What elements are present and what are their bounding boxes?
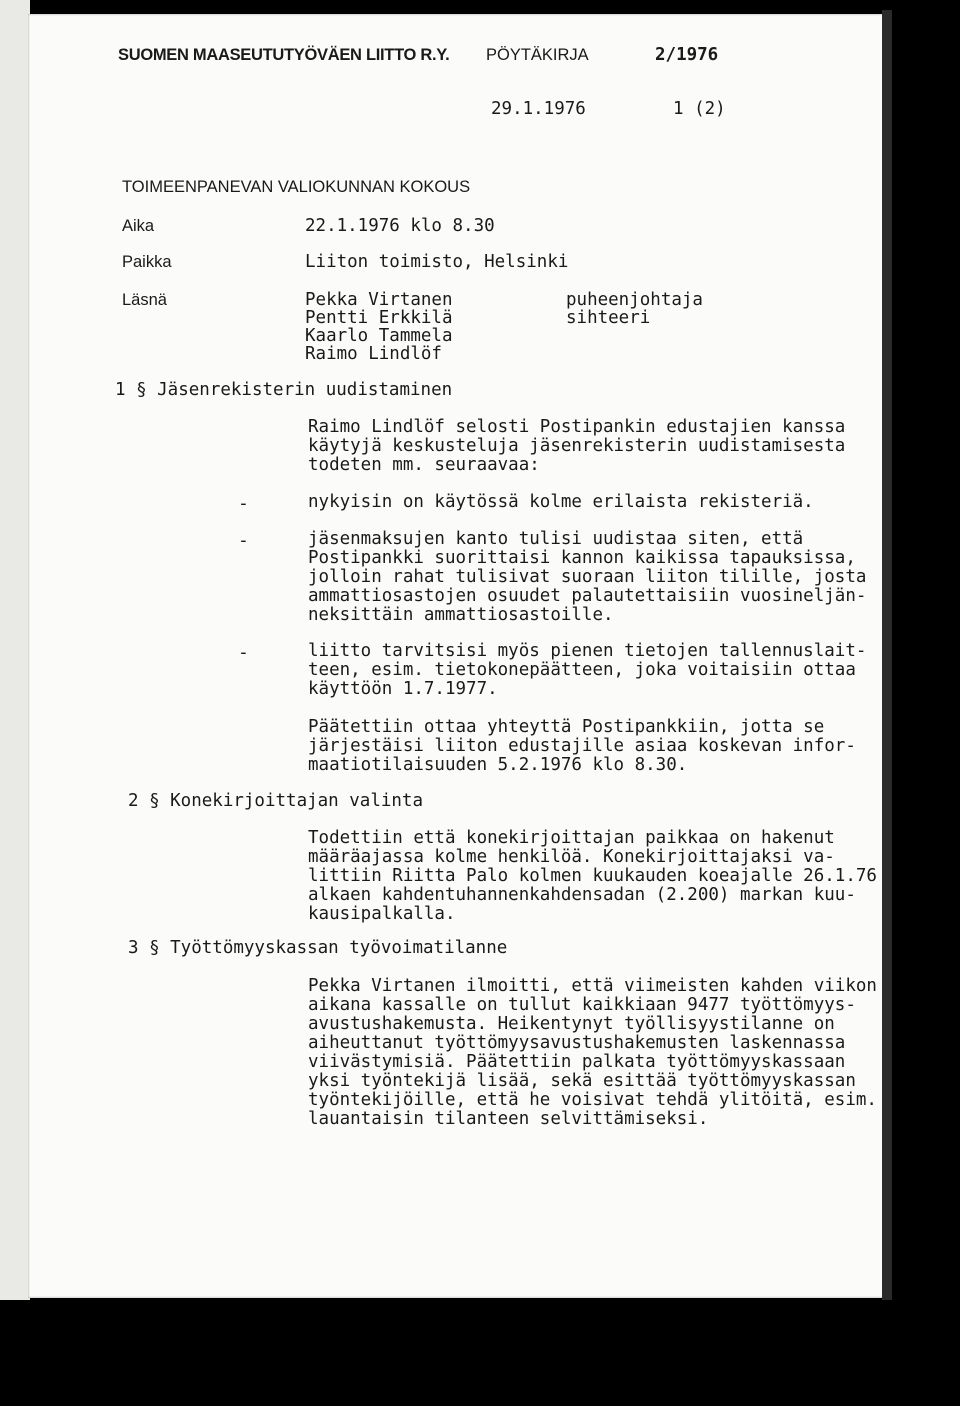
section-2-title: 2 § Konekirjoittajan valinta (128, 791, 424, 811)
lasna-label: Läsnä (122, 291, 167, 309)
text-line: jäsenmaksujen kanto tulisi uudistaa siten, että (308, 529, 804, 549)
text-line: järjestäisi liiton edustajille asiaa koskevan infor- (308, 736, 856, 756)
text-line: lauantaisin tilanteen selvittämiseksi. (308, 1109, 709, 1129)
text-line: työntekijöille, että he voisivat tehdä ylitöitä, esim. (308, 1090, 877, 1110)
meeting-title: TOIMEENPANEVAN VALIOKUNNAN KOKOUS (122, 178, 471, 196)
text-line: liitto tarvitsisi myös pienen tietojen tallennuslait- (308, 641, 867, 661)
attendee-name: Kaarlo Tammela (305, 326, 453, 346)
text-line: jolloin rahat tulisivat suoraan liiton tilille, josta (308, 567, 867, 587)
text-line: yksi työntekijä lisää, sekä esittää työttömyyskassan (308, 1071, 856, 1091)
doc-date: 29.1.1976 (491, 99, 586, 119)
org-name: SUOMEN MAASEUTUTYÖVÄEN LIITTO R.Y. (118, 46, 450, 64)
text-line: alkaen kahdentuhannenkahdensadan (2.200) markan kuu- (308, 885, 856, 905)
text-line: käytyjä keskusteluja jäsenrekisterin uudistamisesta (308, 436, 846, 456)
text-line: aiheuttanut työttömyysavustushakemusten laskennassa (308, 1033, 846, 1053)
doc-number: 2/1976 (655, 45, 719, 65)
bullet-dash: - (238, 642, 249, 663)
text-line: aikana kassalle on tullut kaikkiaan 9477 työttömyys- (308, 995, 856, 1015)
section-1-intro (308, 418, 845, 475)
text-line: käyttöön 1.7.1977. (308, 679, 498, 699)
text-line: todeten mm. seuraavaa: (308, 455, 540, 475)
section-1-bullet-1 (308, 493, 814, 512)
attendee-name: Pekka Virtanen (305, 290, 453, 310)
doc-type: PÖYTÄKIRJA (486, 46, 589, 64)
aika-label: Aika (122, 217, 155, 235)
paikka-label: Paikka (122, 253, 172, 271)
section-1-title: 1 § Jäsenrekisterin uudistaminen (115, 380, 453, 400)
text-line: Pekka Virtanen ilmoitti, että viimeisten kahden viikon (308, 976, 877, 996)
scan-right-edge (882, 10, 892, 1300)
section-1-bullet-2 (308, 530, 866, 625)
text-line: viivästymisiä. Päätettiin palkata työttömyyskassaan (308, 1052, 846, 1072)
text-line: littiin Riitta Palo kolmen kuukauden koeajalle 26.1.76 (308, 866, 877, 886)
text-line: Raimo Lindlöf selosti Postipankin edustajien kanssa (308, 417, 846, 437)
text-line: määräajassa kolme henkilöä. Konekirjoittajaksi va- (308, 847, 835, 867)
text-line: Todettiin että konekirjoittajan paikkaa on hakenut (308, 828, 835, 848)
section-1-bullet-3 (308, 642, 866, 699)
section-3-text (308, 977, 877, 1129)
text-line: teen, esim. tietokonepäätteen, joka voitaisiin ottaa (308, 660, 856, 680)
scan-left-margin (0, 0, 30, 1300)
section-1-decision (308, 718, 856, 775)
text-line: maatiotilaisuuden 5.2.1976 klo 8.30. (308, 755, 688, 775)
bullet-dash: - (238, 493, 249, 514)
text-line: kausipalkalla. (308, 904, 456, 924)
text-line: nykyisin on käytössä kolme erilaista rekisteriä. (308, 492, 814, 512)
text-line: ammattiosastojen osuudet palautettaisiin vuosineljän- (308, 586, 867, 606)
text-line: neksittäin ammattiosastoille. (308, 605, 614, 625)
section-2-text (308, 829, 877, 924)
text-line: avustushakemusta. Heikentynyt työllisyystilanne on (308, 1014, 835, 1034)
bullet-dash: - (238, 530, 249, 551)
attendee-role: puheenjohtaja (566, 290, 703, 310)
paikka-value: Liiton toimisto, Helsinki (305, 252, 569, 272)
text-line: Päätettiin ottaa yhteyttä Postipankkiin, jotta se (308, 717, 825, 737)
aika-value: 22.1.1976 klo 8.30 (305, 216, 495, 236)
text-line: Postipankki suorittaisi kannon kaikissa tapauksissa, (308, 548, 856, 568)
section-3-title: 3 § Työttömyyskassan työvoimatilanne (128, 938, 508, 958)
attendee-name: Raimo Lindlöf (305, 344, 442, 364)
page-number: 1 (2) (673, 99, 726, 119)
attendee-role: sihteeri (566, 308, 651, 328)
attendee-name: Pentti Erkkilä (305, 308, 453, 328)
